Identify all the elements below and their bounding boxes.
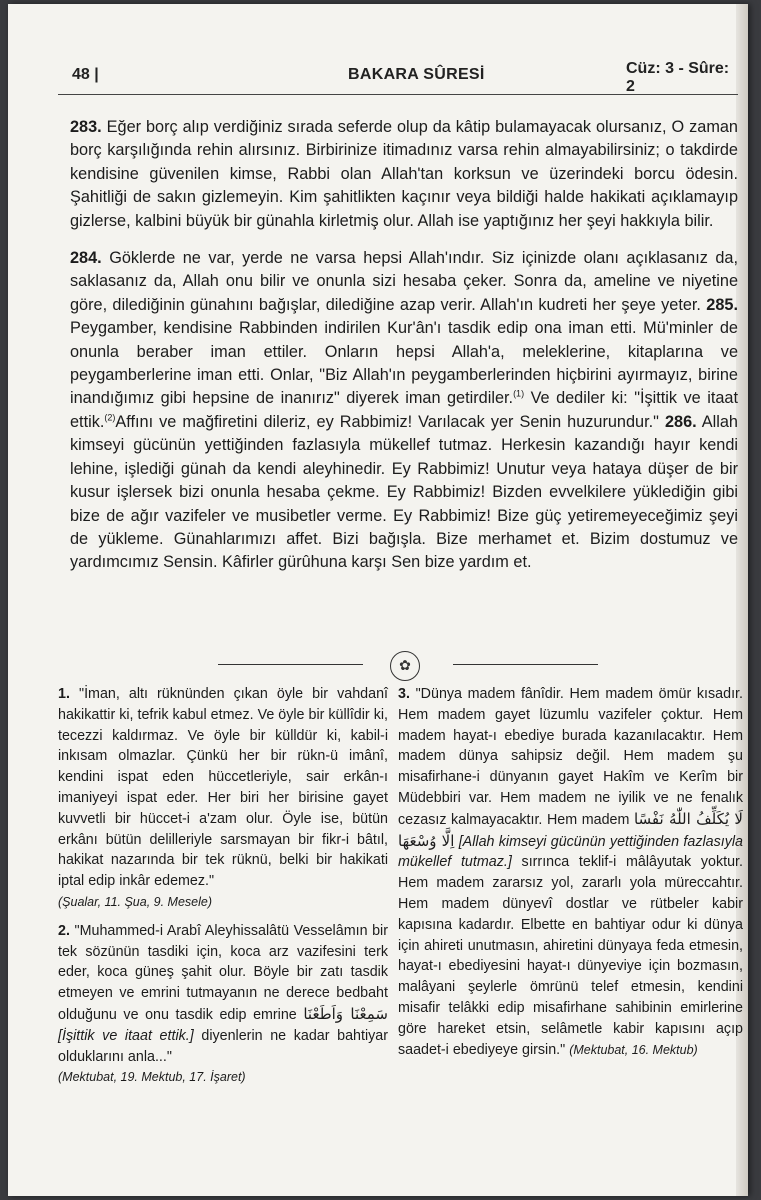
verse-number: 283.	[70, 118, 102, 136]
footnote-3	[398, 684, 743, 1060]
footnote-source: (Mektubat, 16. Mektub)	[569, 1042, 698, 1057]
arabic-meaning: [İşittik ve itaat ettik.]	[58, 1027, 194, 1044]
page-header	[58, 60, 738, 95]
footnote-text: "İman, altı rüknünden çıkan öyle bir vahdanî hakikattir ki, tefrik kabul etmez. Ve öyle bir küllîdir ki, tecezzi kaldırmaz. Ve öyle bir külldür ki, kabil-i inkısam olmazlar. Çünkü her bir rükn-ü imânî, kendini ispat eden hüccetleriyle, sair erkân-ı imaniyeyi ispat eder. Her biri her birisine gayet kuvvetli bir hüccet-i a'zam olur. Öyle ise, bütün erkânı bütün delilleriyle sarsmayan bir fikr-i bâtıl, hakikat nazarında bir tek rüknü, belki bir hakikati iptal edip inkâr edemez."	[58, 686, 388, 890]
footnote-2	[58, 921, 388, 1088]
section-divider	[218, 649, 598, 679]
verse-body: Peygamber, kendisine Rabbinden indirilen Kur'ân'ı tasdik edip ona iman etti. Mü'minler de onunla beraber iman ettiler. Onların hepsi Allah'a, meleklerine, kitaplarına ve peygamberlerine iman etti. Onlar, "Biz Allah'ın peygamberlerinden hiçbirini ayırmayız, birine inandığımız gibi hepsine de inanırız" diyerek iman getirdiler.	[70, 319, 738, 408]
surah-title: BAKARA SÛRESİ	[348, 66, 485, 83]
footnote-number: 1.	[58, 686, 70, 702]
verse-number: 286.	[664, 412, 697, 431]
divider-line	[218, 664, 363, 665]
ornament-icon: ✿	[390, 651, 420, 681]
footnote-text: "Muhammed-i Arabî Aleyhissalâtü Vesselâmın bir tek sözünün tasdiki için, koca arz vazifesini terk eder, koca güneş şahit olur. Böyle bir zatı tasdik etmeyen ve emrini tutmayanın ne derece bedbaht olduğunu ve onu tasdik edip emrine	[58, 922, 388, 1023]
verse-body: Ve dediler ki: "İşittik ve itaat ettik.	[70, 389, 739, 431]
verse-text	[70, 116, 738, 589]
verse-284-286	[70, 247, 738, 575]
verse-body: Affını ve mağfiretini dileriz, ey Rabbimiz! Varılacak yer Senin huzurundur."	[115, 412, 659, 431]
verse-body: Göklerde ne var, yerde ne varsa hepsi Allah'ındır. Siz içinizde olanı açıklasanız da, saklasanız da, Allah onu bilir ve onunla sizi hesaba çeker. Sonra da, ameline ve niyetine göre, dilediğinin günahını bağışlar, dilediğine azap verir. Allah'ın kudreti her şeye yeter.	[70, 249, 738, 314]
verse-body: Eğer borç alıp verdiğiniz sırada seferde olup da kâtip bulamayacak olursanız, O zaman borç karşılığında rehin alırsınız. Birbirinize itimadınız varsa rehin almayabilirsiniz; o takdirde kendisine güvenilen kimse, Rabbi olan Allah'tan korksun ve üzerindeki borcu ödesin. Şahitliği de sakın gizlemeyin. Kim şahitlikten kaçınır veya bildiği halde hakikati açıklamayıp gizlerse, kalbini büyük bir günahla kirletmiş olur. Allah ise yaptığınız her şeyi hakkıyla bilir.	[70, 118, 738, 230]
arabic-meaning: [Allah kimseyi gücünün yettiğinden fazlasıyla mükellef tutmaz.]	[398, 833, 743, 871]
footnote-ref-1[interactable]: (1)	[513, 389, 525, 400]
footnote-text: "Dünya madem fânîdir. Hem madem ömür kısadır. Hem madem gayet lüzumlu vazifeler çoktur. Hem madem hayat-ı ebediye burada kazanılacaktır. Hem madem dünya sahipsiz değil. Hem madem şu misafirhane-i dünyanın gayet Hakîm ve Kerîm bir Müdebbiri var. Hem madem ne iyilik ve ne fenalık cezasız kalmayacaktır. Hem madem	[398, 686, 743, 828]
verse-283	[70, 116, 738, 233]
arabic-phrase: سَمِعْنَا وَاَطَعْنَا	[303, 1004, 388, 1023]
footnote-text: diyenlerin ne kadar bahtiyar olduklarını anla..."	[58, 1027, 388, 1065]
footnote-ref-2[interactable]: (2)	[104, 412, 116, 423]
footnote-number: 3.	[398, 686, 410, 702]
footnote-source: (Şualar, 11. Şua, 9. Mesele)	[58, 894, 213, 909]
footnotes-right-column	[398, 684, 743, 1068]
footnote-source: (Mektubat, 19. Mektub, 17. İşaret)	[58, 1070, 246, 1085]
verse-number: 284.	[70, 249, 102, 268]
divider-line	[453, 664, 598, 665]
verse-body: Allah kimseyi gücünün yettiğinden fazlasıyla mükellef tutmaz. Herkesin kazandığı hayır kendi lehine, işlediği günah da kendi aleyhinedir. Ey Rabbimiz! Unutur veya hataya düşer de bir kusur işlersek bizi onunla hesaba çekme. Ey Rabbimiz! Bizden evvelkilere yüklediğin gibi bize de ağır vazifeler ve musibetler verme. Ey Rabbimiz! Bize güç yetiremeyeceğimiz şeyi de yükleme. Günahlarımızı affet. Bizi bağışla. Bize merhamet et. Bizim dostumuz ve yardımcımız Sensin. Kâfirler gürûhuna karşı Sen bize yardım et.	[70, 412, 738, 572]
footnote-number: 2.	[58, 922, 70, 939]
book-page	[8, 4, 748, 1196]
footnote-text: sırrınca teklif-i mâlâyutak yoktur. Hem madem zararsız yol, zararlı yola müreccahtır. Hem madem dünyevî dostlar ve rütbeler kabir kapısına kadardır. Elbette en bahtiyar odur ki dünya için ahireti unutmasın, ahiretini dünyaya feda etmesin, hayat-ı ebediyesini hayat-ı dünyeviye için bozmasın, malâyani şeylerle ömrünü telef etmesin, kendini misafir telâkki edip misafirhane sahibinin emirlerine göre hareket etsin, selâmetle kabir kapısını açıp saadet-i ebediyeye girsin."	[398, 854, 743, 1058]
footnote-1	[58, 684, 388, 913]
page-number: 48 |	[72, 66, 99, 83]
arabic-phrase: لَا يُكَلِّفُ اللّٰهُ نَفْسًا اِلَّا وُسْعَهَا	[398, 809, 743, 850]
verse-number: 285.	[706, 295, 738, 314]
footnotes-left-column	[58, 684, 388, 1096]
juz-surah-label: Cüz: 3 - Sûre: 2	[626, 60, 730, 95]
